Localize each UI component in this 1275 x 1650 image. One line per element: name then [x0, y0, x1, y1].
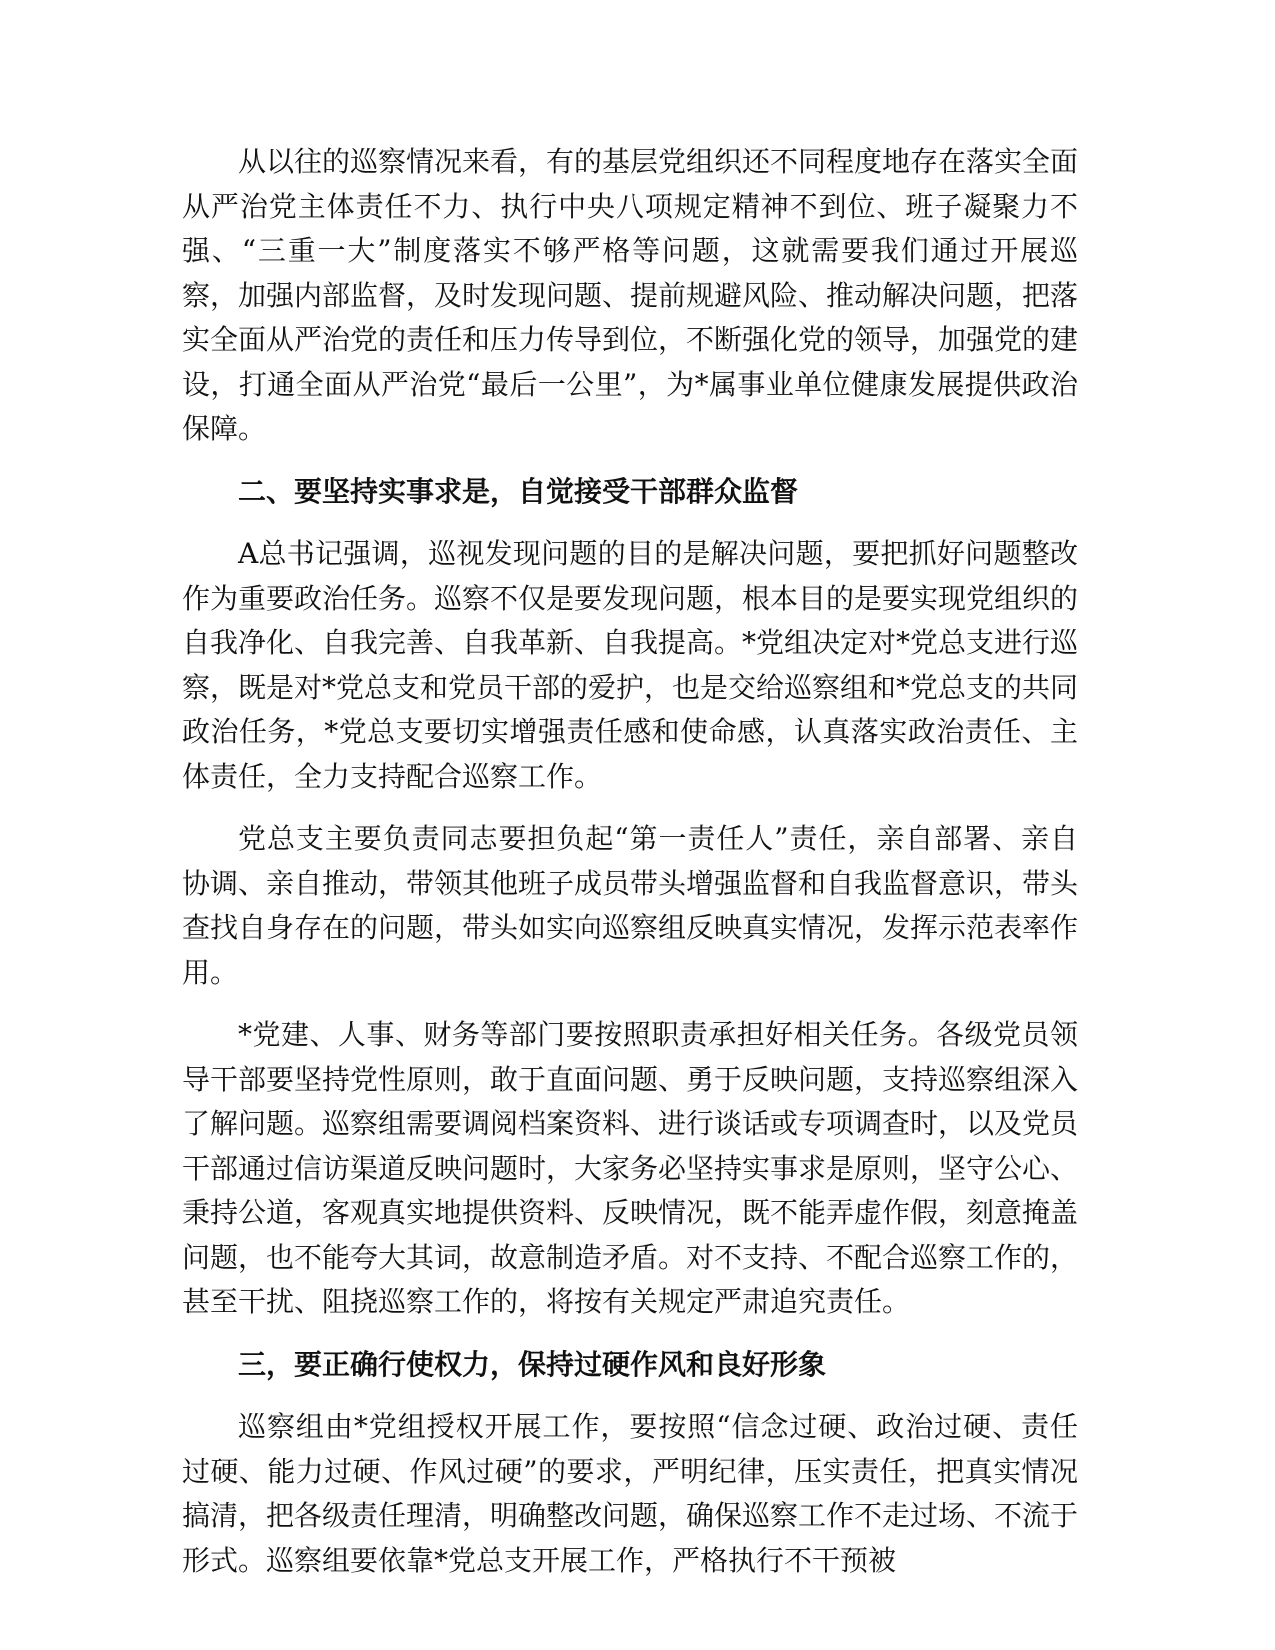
paragraph-inspection-team-authority: 巡察组由*党组授权开展工作，要按照“信念过硬、政治过硬、责任过硬、能力过硬、作风过硬”的要求，严明纪律，压实责任，把真实情况搞清，把各级责任理清，明确整改问题，确保巡察工作不走过场、不流于形式。巡察组要依靠*党总支开展工作，严格执行不干预被 — [182, 1410, 1079, 1577]
paragraph-inspection-background: 从以往的巡察情况来看，有的基层党组织还不同程度地存在落实全面从严治党主体责任不力、执行中央八项规定精神不到位、班子凝聚力不强、“三重一大”制度落实不够严格等问题，这就需要我们通过开展巡察，加强内部监督，及时发现问题、提前规避风险、推动解决问题，把落实全面从严治党的责任和压力传导到位，不断强化党的领导，加强党的建设，打通全面从严治党“最后一公里”，为*属事业单位健康发展提供政治保障。 — [182, 145, 1079, 445]
paragraph-rectification-task: A总书记强调，巡视发现问题的目的是解决问题，要把抓好问题整改作为重要政治任务。巡察不仅是要发现问题，根本目的是要实现党组织的自我净化、自我完善、自我革新、自我提高。*党组决定对*党总支进行巡察，既是对*党总支和党员干部的爱护，也是交给巡察组和*党总支的共同政治任务，*党总支要切实增强责任感和使命感，认真落实政治责任、主体责任，全力支持配合巡察工作。 — [182, 537, 1079, 793]
section-heading-three: 三，要正确行使权力，保持过硬作风和良好形象 — [238, 1347, 827, 1381]
paragraph-first-responsible-person: 党总支主要负责同志要担负起“第一责任人”责任，亲自部署、亲自协调、亲自推动，带领其他班子成员带头增强监督和自我监督意识，带头查找自身存在的问题，带头如实向巡察组反映真实情况，发挥示范表率作用。 — [182, 822, 1079, 989]
section-heading-two: 二、要坚持实事求是，自觉接受干部群众监督 — [238, 474, 799, 508]
document-page — [182, 140, 1078, 1601]
paragraph-departments-duties: *党建、人事、财务等部门要按照职责承担好相关任务。各级党员领导干部要坚持党性原则，敢于直面问题、勇于反映问题，支持巡察组深入了解问题。巡察组需要调阅档案资料、进行谈话或专项调查时，以及党员干部通过信访渠道反映问题时，大家务必坚持实事求是原则，坚守公心、秉持公道，客观真实地提供资料、反映情况，既不能弄虚作假，刻意掩盖问题，也不能夸大其词，故意制造矛盾。对不支持、不配合巡察工作的，甚至干扰、阻挠巡察工作的，将按有关规定严肃追究责任。 — [182, 1018, 1079, 1318]
